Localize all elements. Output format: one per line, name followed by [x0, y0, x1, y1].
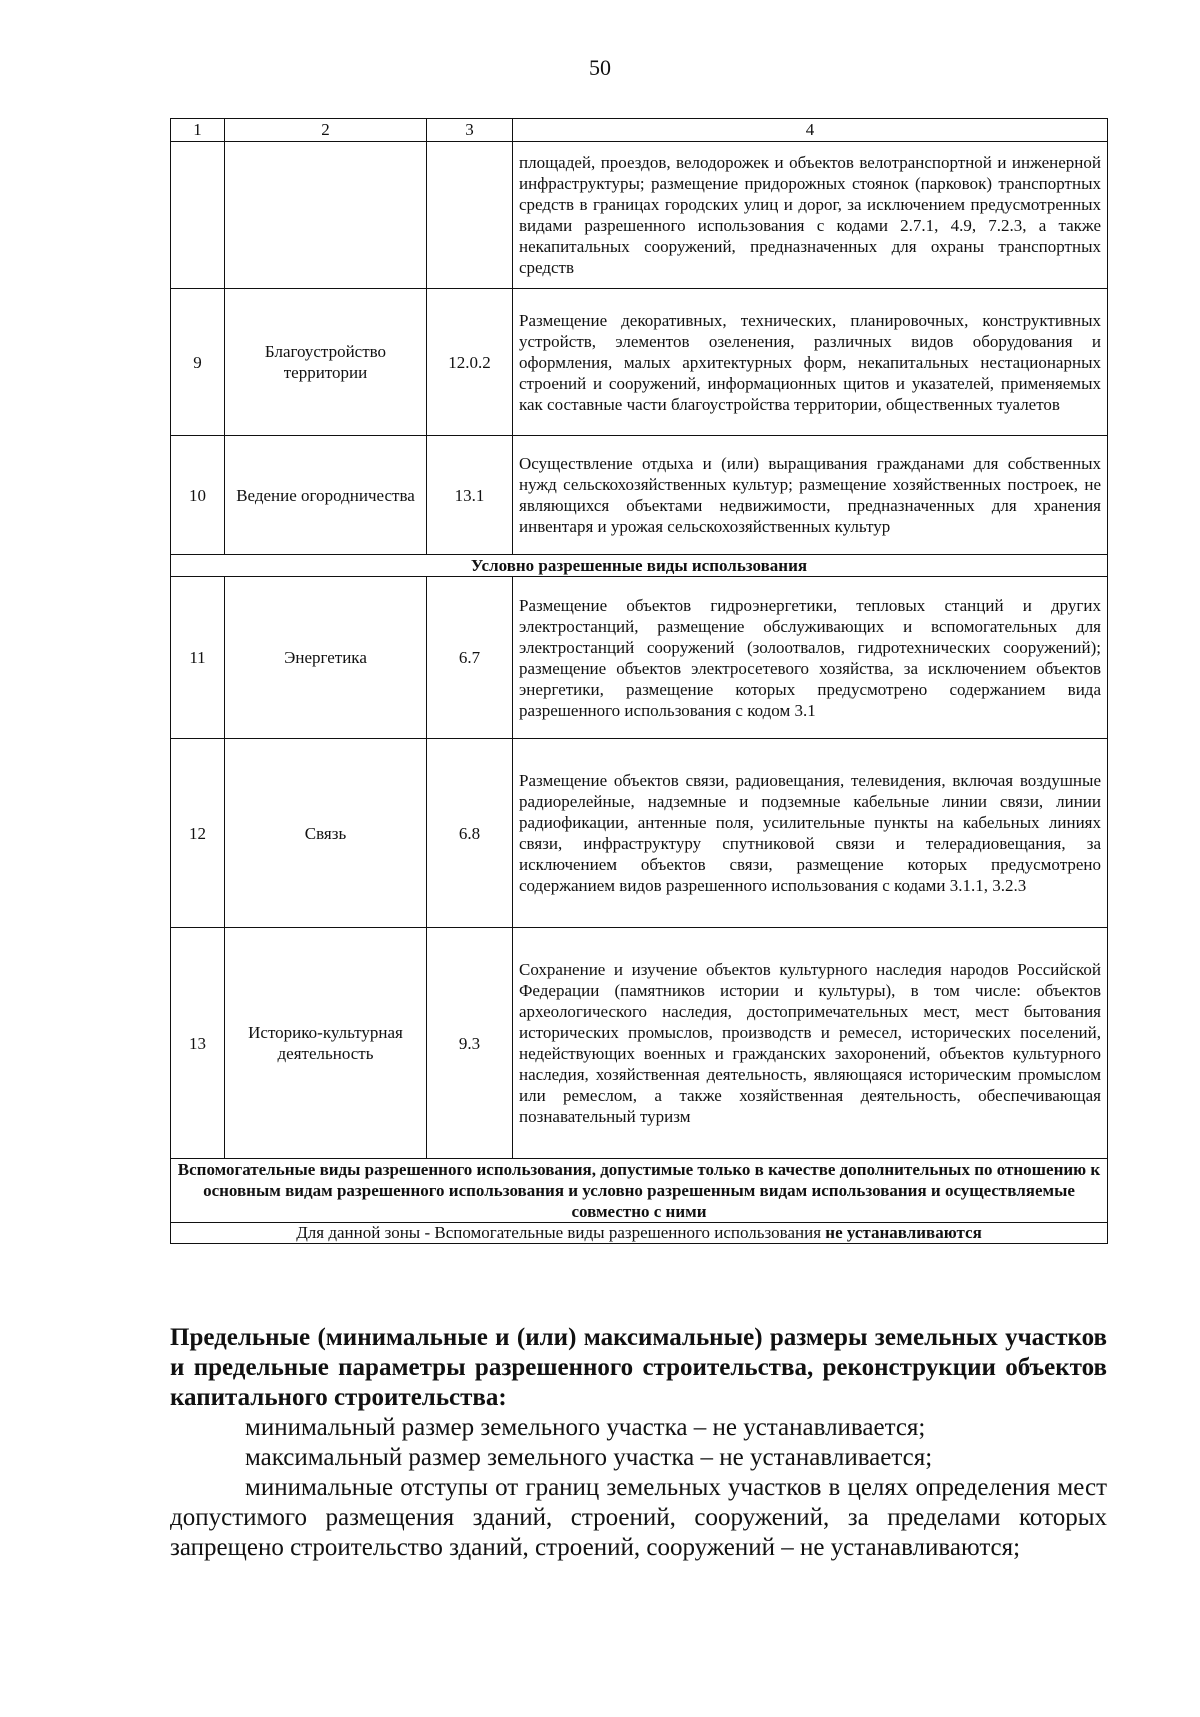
note-bold: не устанавливаются: [825, 1223, 982, 1242]
note-prefix: Для данной зоны - Вспомогательные виды разрешенного использования: [296, 1223, 826, 1242]
cell-empty: [171, 142, 225, 289]
table-row: [171, 577, 1108, 739]
cell-number: 13: [171, 928, 225, 1159]
page-number: 50: [589, 55, 611, 80]
cell-name: Благоустройство территории: [225, 289, 427, 436]
section-row-conditional: [171, 555, 1108, 577]
note-cell: [171, 1223, 1108, 1244]
header-col-3: 3: [427, 119, 513, 142]
header-col-1: 1: [171, 119, 225, 142]
paragraph-setbacks: минимальные отступы от границ земельных участков в целях определения мест допустимого размещения зданий, строений, сооружений, за пределами которых запрещено строительство зданий, строений, сооружений – не устанавливаются;: [170, 1474, 1107, 1561]
table-row: [171, 289, 1108, 436]
land-use-table: [170, 118, 1108, 1244]
table-row: [171, 436, 1108, 555]
cell-number: 10: [171, 436, 225, 555]
cell-description: Размещение декоративных, технических, планировочных, конструктивных устройств, элементов озеленения, различных видов оборудования и оформления, малых архитектурных форм, некапитальных нестационарных строений и сооружений, информационных щитов и указателей, применяемых как составные части благоустройства территории, общественных туалетов: [513, 289, 1108, 436]
note-row: [171, 1223, 1108, 1244]
cell-empty: [225, 142, 427, 289]
cell-name: Историко-культурная деятельность: [225, 928, 427, 1159]
cell-description: Осуществление отдыха и (или) выращивания гражданами для собственных нужд сельскохозяйственных культур; размещение хозяйственных построек, не являющихся объектами недвижимости, предназначенных для хранения инвентаря и урожая сельскохозяйственных культур: [513, 436, 1108, 555]
cell-name: Ведение огородничества: [225, 436, 427, 555]
table-row: [171, 739, 1108, 928]
cell-name: Связь: [225, 739, 427, 928]
cell-name: Энергетика: [225, 577, 427, 739]
cell-code: 13.1: [427, 436, 513, 555]
header-col-2: 2: [225, 119, 427, 142]
paragraph-min-size: минимальный размер земельного участка – не устанавливается;: [245, 1414, 926, 1441]
header-col-4: 4: [513, 119, 1108, 142]
cell-number: 12: [171, 739, 225, 928]
cell-description: Размещение объектов связи, радиовещания, телевидения, включая воздушные радиорелейные, надземные и подземные кабельные линии связи, линии радиофикации, антенные поля, усилительные пункты на кабельных линиях связи, инфраструктуру спутниковой связи и телерадиовещания, за исключением объектов связи, размещение которых предусмотрено содержанием видов разрешенного использования с кодами 3.1.1, 3.2.3: [513, 739, 1108, 928]
table-row: [171, 928, 1108, 1159]
cell-code: 12.0.2: [427, 289, 513, 436]
section-heading: Предельные (минимальные и (или) максимальные) размеры земельных участков и предельные параметры разрешенного строительства, реконструкции объектов капитального строительства:: [170, 1324, 1107, 1411]
section-title-conditional: Условно разрешенные виды использования: [171, 555, 1108, 577]
cell-empty: [427, 142, 513, 289]
table-row-continuation: [171, 142, 1108, 289]
cell-code: 9.3: [427, 928, 513, 1159]
cell-code: 6.7: [427, 577, 513, 739]
cell-code: 6.8: [427, 739, 513, 928]
cell-number: 9: [171, 289, 225, 436]
cell-description: площадей, проездов, велодорожек и объектов велотранспортной и инженерной инфраструктуры; размещение придорожных стоянок (парковок) транспортных средств в границах городских улиц и дорог, за исключением предусмотренных видами разрешенного использования с кодами 2.7.1, 4.9, 7.2.3, а также некапитальных сооружений, предназначенных для охраны транспортных средств: [513, 142, 1108, 289]
paragraph-max-size: максимальный размер земельного участка – не устанавливается;: [245, 1444, 933, 1471]
body-text: [170, 1323, 1107, 1563]
cell-number: 11: [171, 577, 225, 739]
section-row-auxiliary: [171, 1159, 1108, 1223]
section-title-auxiliary: Вспомогательные виды разрешенного использования, допустимые только в качестве дополнительных по отношению к основным видам разрешенного использования и условно разрешенным видам использования и осуществляемые совместно с ними: [171, 1159, 1108, 1223]
table-header-row: [171, 119, 1108, 142]
cell-description: Размещение объектов гидроэнергетики, тепловых станций и других электростанций, размещение обслуживающих и вспомогательных для электростанций сооружений (золоотвалов, гидротехнических сооружений); размещение объектов электросетевого хозяйства, за исключением объектов энергетики, размещение которых предусмотрено содержанием вида разрешенного использования с кодом 3.1: [513, 577, 1108, 739]
cell-description: Сохранение и изучение объектов культурного наследия народов Российской Федерации (памятников истории и культуры), в том числе: объектов археологического наследия, достопримечательных мест, мест бытования исторических промыслов, производств и ремесел, исторических поселений, недействующих военных и гражданских захоронений, объектов культурного наследия, хозяйственная деятельность, являющаяся историческим промыслом или ремеслом, а также хозяйственная деятельность, обеспечивающая познавательный туризм: [513, 928, 1108, 1159]
